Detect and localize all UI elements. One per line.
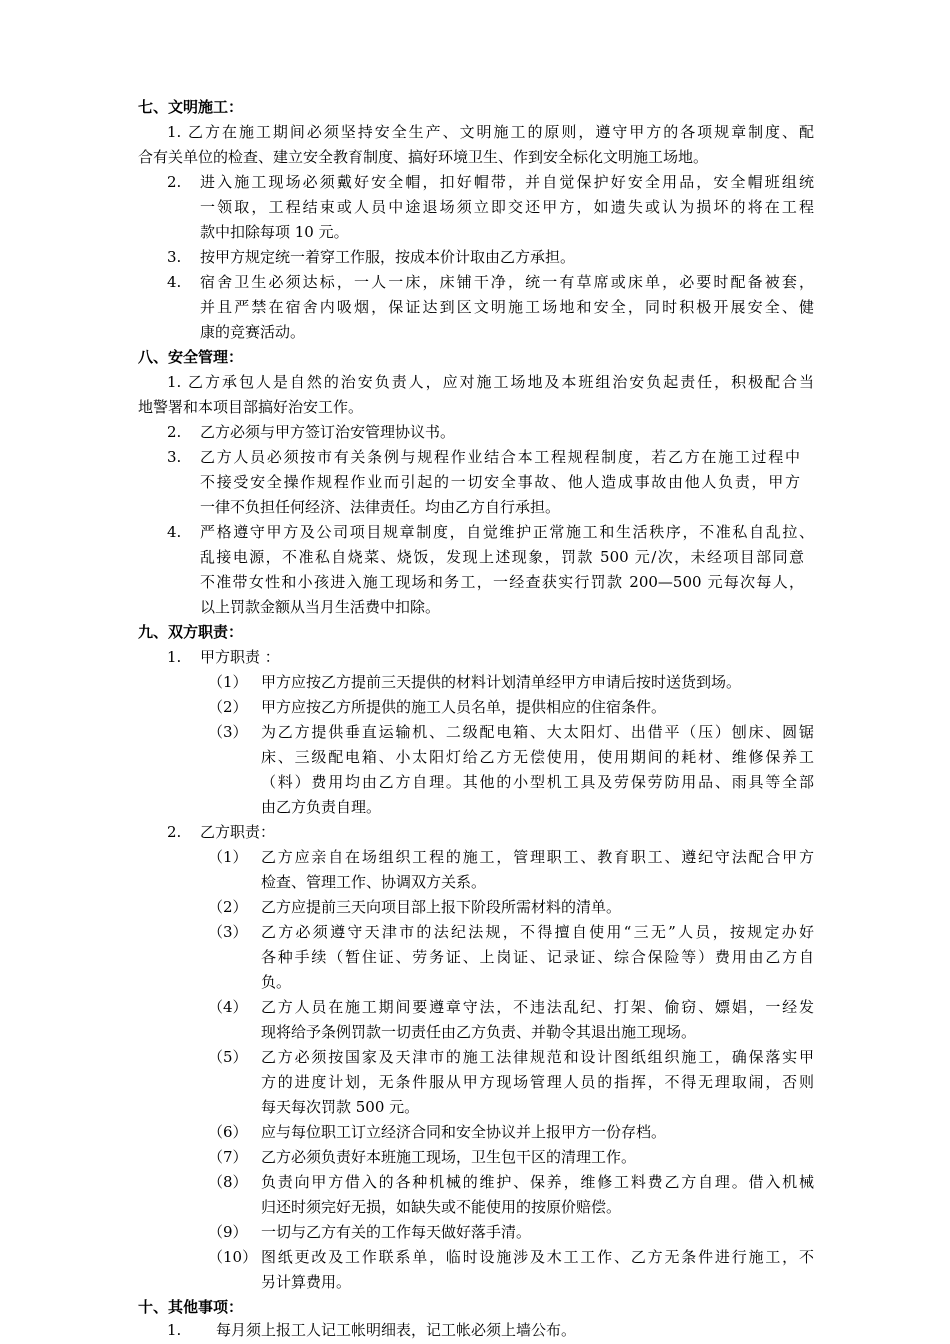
- list-number: 4.: [167, 523, 182, 541]
- list-item-line: 检查、管理工作、协调双方关系。: [261, 873, 487, 891]
- list-item-line: 乙方必须遵守天津市的法纪法规，不得擅自使用“三无”人员，按规定办好: [261, 923, 814, 941]
- list-item-line: 并且严禁在宿舍内吸烟，保证达到区文明施工场地和安全，同时积极开展安全、健: [200, 298, 814, 316]
- section-heading: 八、安全管理：: [138, 348, 244, 366]
- list-item-line: 床、三级配电箱、小太阳灯给乙方无偿使用，使用期间的耗材、维修保养工: [261, 748, 814, 766]
- list-item-line: 不准带女性和小孩进入施工现场和务工，一经查获实行罚款 200—500 元每次每人，: [200, 573, 804, 591]
- list-item-line: 乙方必须按国家及天津市的施工法律规范和设计图纸组织施工，确保落实甲: [261, 1048, 814, 1066]
- list-number: （3）: [208, 723, 248, 741]
- list-item-line: 乱接电源，不准私自烧菜、烧饭，发现上述现象，罚款 500 元/次，未经项目部同意: [200, 548, 804, 566]
- section-heading: 十、其他事项：: [138, 1298, 244, 1316]
- list-item-line: 各种手续（暂住证、劳务证、上岗证、记录证、综合保险等）费用由乙方自: [261, 948, 814, 966]
- paragraph-line: 合有关单位的检查、建立安全教育制度、搞好环境卫生、作到安全标化文明施工场地。: [138, 148, 709, 166]
- list-item-line: 为乙方提供垂直运输机、二级配电箱、大太阳灯、出借平（压）刨床、圆锯: [261, 723, 814, 741]
- section-heading: 七、文明施工：: [138, 98, 244, 116]
- list-item-line: 款中扣除每项 10 元。: [200, 223, 349, 241]
- list-item-line: 应与每位职工订立经济合同和安全协议并上报甲方一份存档。: [261, 1123, 667, 1141]
- list-number: （6）: [208, 1123, 248, 1141]
- subsection-title: 甲方职责 ：: [200, 648, 280, 666]
- list-item-line: 负责向甲方借入的各种机械的维护、保养，维修工料费乙方自理。借入机械: [261, 1173, 814, 1191]
- list-item-line: 乙方必须负责好本班施工现场，卫生包干区的清理工作。: [261, 1148, 637, 1166]
- list-number: （7）: [208, 1148, 248, 1166]
- list-number: 1.: [167, 648, 182, 666]
- list-item-line: 乙方应亲自在场组织工程的施工，管理职工、教育职工、遵纪守法配合甲方: [261, 848, 814, 866]
- list-item-line: 乙方必须与甲方签订治安管理协议书。: [200, 423, 456, 441]
- list-item-line: 一领取，工程结束或人员中途退场须立即交还甲方，如遗失或认为损坏的将在工程: [200, 198, 814, 216]
- list-item-line: 甲方应按乙方提前三天提供的材料计划清单经甲方申请后按时送货到场。: [261, 673, 742, 691]
- paragraph-line: 1. 乙方承包人是自然的治安负责人，应对施工场地及本班组治安负起责任，积极配合当: [167, 373, 814, 391]
- list-item-line: 进入施工现场必须戴好安全帽，扣好帽带，并自觉保护好安全用品，安全帽班组统: [200, 173, 814, 191]
- list-number: 2.: [167, 423, 182, 441]
- list-number: 4.: [167, 273, 182, 291]
- list-number: 2.: [167, 173, 182, 191]
- list-item-line: 按甲方规定统一着穿工作服，按成本价计取由乙方承担。: [200, 248, 576, 266]
- list-number: （4）: [208, 998, 248, 1016]
- list-item-line: 由乙方负责自理。: [261, 798, 382, 816]
- list-item-line: 图纸更改及工作联系单，临时设施涉及木工工作、乙方无条件进行施工，不: [261, 1248, 814, 1266]
- list-item-line: 乙方人员必须按市有关条例与规程作业结合本工程规程制度，若乙方在施工过程中: [200, 448, 800, 466]
- section-heading: 九、双方职责：: [138, 623, 244, 641]
- list-number: （9）: [208, 1223, 248, 1241]
- subsection-title: 乙方职责：: [200, 823, 276, 841]
- list-item-line: 归还时须完好无损，如缺失或不能使用的按原价赔偿。: [261, 1198, 622, 1216]
- list-item-line: 每天每次罚款 500 元。: [261, 1098, 420, 1116]
- list-item-line: 乙方应提前三天向项目部上报下阶段所需材料的清单。: [261, 898, 622, 916]
- list-number: （2）: [208, 698, 248, 716]
- paragraph-line: 地警署和本项目部搞好治安工作。: [138, 398, 364, 416]
- list-item-line: 康的竞赛活动。: [200, 323, 306, 341]
- list-item-line: 方的进度计划，无条件服从甲方现场管理人员的指挥，不得无理取闹，否则: [261, 1073, 814, 1091]
- list-item-line: 不接受安全操作规程作业而引起的一切安全事故、他人造成事故由他人负责，甲方: [200, 473, 800, 491]
- list-number: （5）: [208, 1048, 248, 1066]
- list-item-line: 乙方人员在施工期间要遵章守法，不违法乱纪、打架、偷窃、嫖娼，一经发: [261, 998, 814, 1016]
- list-number: （1）: [208, 673, 248, 691]
- list-number: 1.: [167, 1321, 182, 1339]
- list-item-line: 以上罚款金额从当月生活费中扣除。: [200, 598, 441, 616]
- list-number: （1）: [208, 848, 248, 866]
- list-item-line: 严格遵守甲方及公司项目规章制度，自觉维护正常施工和生活秩序，不准私自乱拉、: [200, 523, 814, 541]
- list-number: （3）: [208, 923, 248, 941]
- list-item-line: 每月须上报工人记工帐明细表，记工帐必须上墙公布。: [216, 1321, 577, 1339]
- paragraph-line: 1. 乙方在施工期间必须坚持安全生产、文明施工的原则，遵守甲方的各项规章制度、配: [167, 123, 814, 141]
- list-item-line: 另计算费用。: [261, 1273, 352, 1291]
- list-number: （8）: [208, 1173, 248, 1191]
- list-item-line: 甲方应按乙方所提供的施工人员名单，提供相应的住宿条件。: [261, 698, 667, 716]
- list-number: （10）: [208, 1248, 258, 1266]
- list-number: 3.: [167, 248, 182, 266]
- list-number: （2）: [208, 898, 248, 916]
- list-item-line: 宿舍卫生必须达标，一人一床，床铺干净，统一有草席或床单，必要时配备被套，: [200, 273, 814, 291]
- list-item-line: 负。: [261, 973, 292, 991]
- list-item-line: 一律不负担任何经济、法律责任。均由乙方自行承担。: [200, 498, 561, 516]
- list-number: 3.: [167, 448, 182, 466]
- list-item-line: （料）费用均由乙方自理。其他的小型机工具及劳保劳防用品、雨具等全部: [261, 773, 814, 791]
- list-item-line: 现将给予条例罚款一切责任由乙方负责、并勒令其退出施工现场。: [261, 1023, 697, 1041]
- list-number: 2.: [167, 823, 182, 841]
- list-item-line: 一切与乙方有关的工作每天做好落手清。: [261, 1223, 532, 1241]
